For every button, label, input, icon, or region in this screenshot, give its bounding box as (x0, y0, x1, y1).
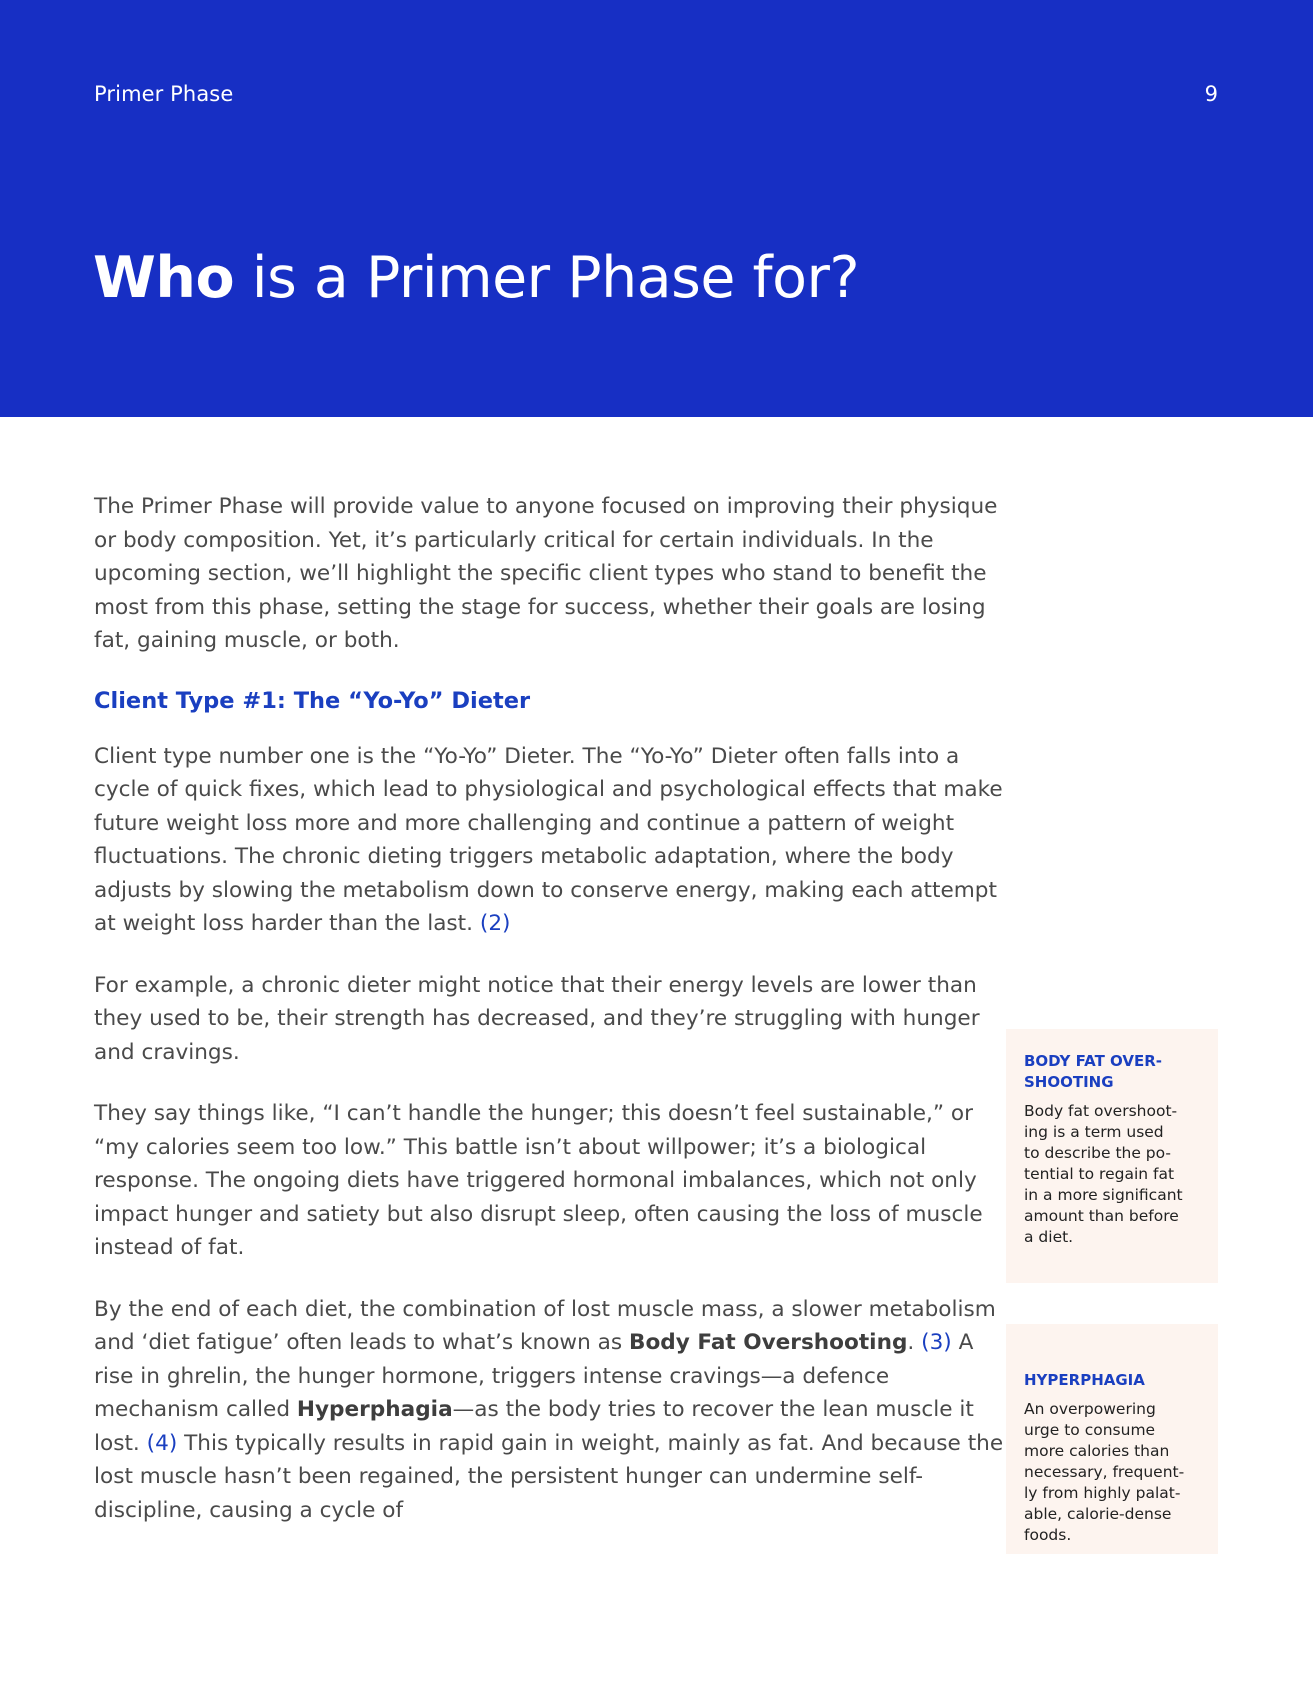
term-hyperphagia: Hyperphagia (296, 1397, 453, 1422)
paragraph-example: For example, a chronic dieter might notice that their energy levels are lower than they used to be, their strength has decreased, and they’re struggling with hunger and cravings. (94, 972, 980, 1065)
page-title-bold: Who (93, 245, 235, 311)
paragraph-text: Client type number one is the “Yo-Yo” Dieter. The “Yo-Yo” Dieter often falls into a cycle of quick fixes, which lead to physiological and psychological effects that make future weight loss more and more challenging and continue a pattern of weight fluctuations. The chronic dieting triggers metabolic adaptation, where the body adjusts by slowing the metabolism down to conserve energy, making each attempt at weight loss harder than the last. (94, 743, 1003, 936)
main-text-column (94, 490, 1006, 1555)
paragraph-text: By the end of each diet, the combination of lost muscle mass, a slower metabolism and ‘diet fatigue’ often leads to what’s known as (94, 1296, 996, 1355)
paragraph-quotes: They say things like, “I can’t handle the hunger; this doesn’t feel sustainable,” or “my calories seem too low.” This battle isn’t about willpower; it’s a biological response. The ongoing diets have triggered hormonal imbalances, which not only impact hunger and satiety but also disrupt sleep, often causing the loss of muscle instead of fat. (94, 1101, 983, 1260)
sidenote-title: HYPERPHAGIA (1024, 1371, 1145, 1389)
paragraph-text: . (907, 1330, 922, 1355)
paragraph-text: A rise in ghrelin, the hunger hormone, triggers intense cravings—a defence mechanism called (94, 1330, 974, 1422)
running-head: Primer Phase (94, 82, 234, 106)
citation-link[interactable]: (3) (921, 1330, 952, 1355)
page-title-rest: is a Primer Phase for? (234, 245, 860, 311)
sidenote-body: An overpowering urge to consume more calories than necessary, frequent- ly from highly palat- able, calorie-dense foods. (1024, 1400, 1185, 1544)
header-banner (0, 0, 1313, 417)
sidenote-body: Body fat overshoot- ing is a term used to describe the po- tential to regain fat in a more significant amount than before a diet. (1024, 1102, 1183, 1246)
page-number: 9 (1204, 82, 1218, 106)
citation-link[interactable]: (2) (479, 911, 511, 936)
paragraph-overshooting (94, 1293, 1006, 1528)
paragraph-yoyo-dieter (94, 740, 1006, 941)
intro-paragraph: The Primer Phase will provide value to anyone focused on improving their physique or body composition. Yet, it’s particularly critical for certain individuals. In the upcoming section, we’ll highlight the specific client types who stand to benefit the most from this phase, setting the stage for success, whether their goals are losing fat, gaining muscle, or both. (94, 494, 998, 653)
sidenote-title: BODY FAT OVER- SHOOTING (1024, 1052, 1163, 1091)
term-body-fat-overshooting: Body Fat Overshooting (628, 1330, 908, 1355)
sidenote-hyperphagia (1006, 1324, 1218, 1554)
paragraph-text: —as the body tries to recover the lean muscle it lost. (94, 1397, 974, 1456)
page-title (93, 245, 859, 311)
citation-link[interactable]: (4) (146, 1430, 178, 1456)
paragraph-text: This typically results in rapid gain in weight, mainly as fat. And because the lost muscle hasn’t been regained, the persistent hunger can undermine self-discipline, causing a cycle of (94, 1430, 1004, 1523)
section-heading: Client Type #1: The “Yo-Yo” Dieter (94, 687, 531, 714)
sidenote-body-fat-overshooting (1006, 1029, 1218, 1283)
